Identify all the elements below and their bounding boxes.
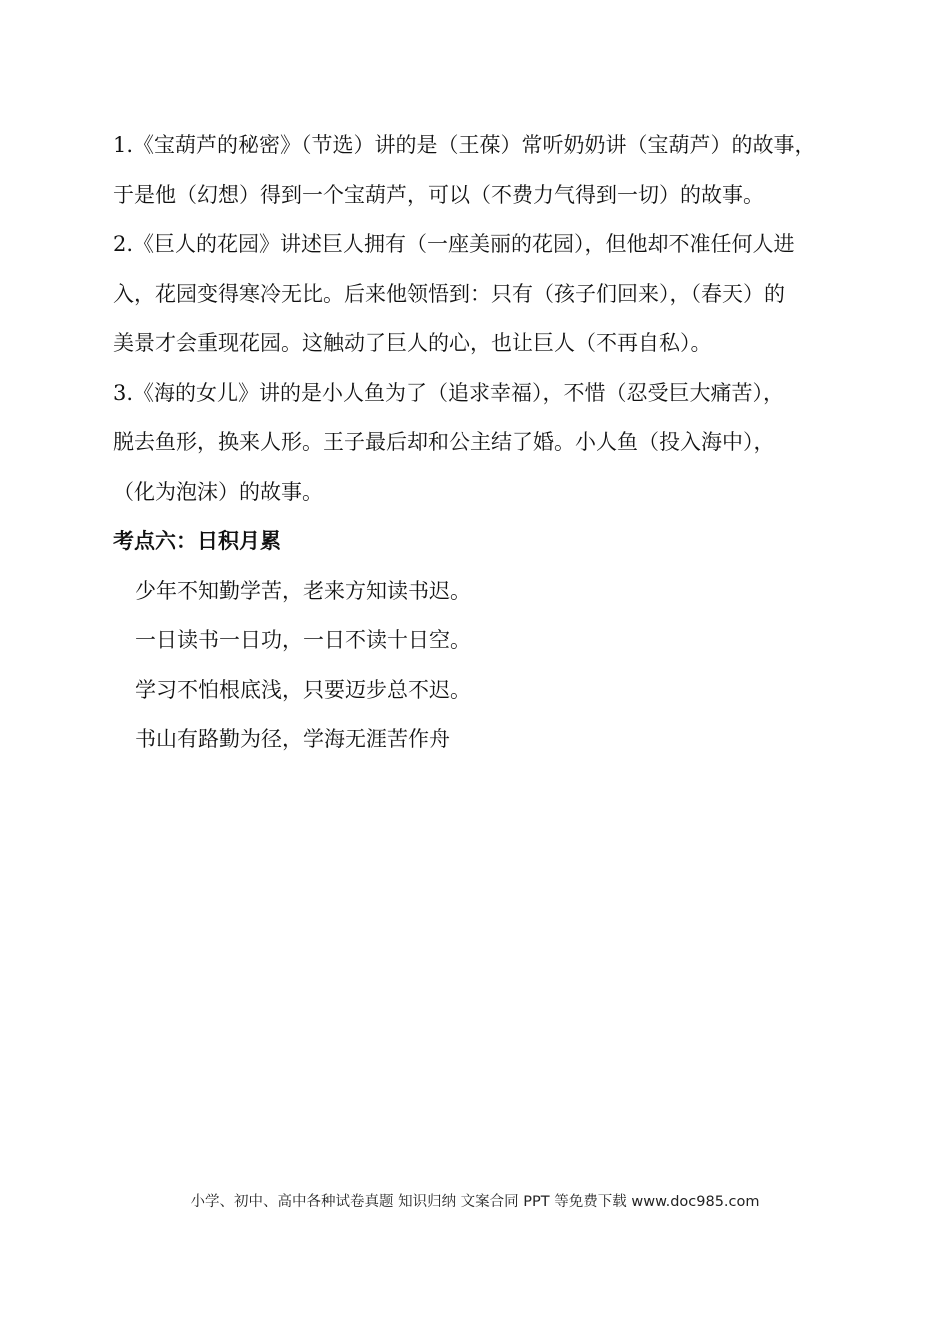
paragraph-baohulu <box>113 121 873 220</box>
page-footer: 小学、初中、高中各种试卷真题 知识归纳 文案合同 PPT 等免费下载 www.doc985.com <box>190 1194 760 1210</box>
document-body <box>113 121 873 765</box>
verse-line: 少年不知勤学苦，老来方知读书迟。 <box>135 578 471 603</box>
section-heading: 考点六：日积月累 <box>113 529 281 553</box>
paragraph-line: 1.《宝葫芦的秘密》（节选）讲的是（王葆）常听奶奶讲（宝葫芦）的故事， <box>113 133 816 157</box>
paragraph-line: 入，花园变得寒冷无比。后来他领悟到：只有（孩子们回来），（春天）的 <box>113 281 785 306</box>
paragraph-line: （化为泡沫）的故事。 <box>113 479 323 504</box>
paragraph-line: 3.《海的女儿》讲的是小人鱼为了（追求幸福），不惜（忍受巨大痛苦）， <box>113 380 785 405</box>
paragraph-line: 2.《巨人的花园》讲述巨人拥有（一座美丽的花园），但他却不准任何人进 <box>113 232 795 256</box>
paragraph-line: 脱去鱼形，换来人形。王子最后却和公主结了婚。小人鱼（投入海中）， <box>113 430 775 454</box>
paragraph-line: 于是他（幻想）得到一个宝葫芦，可以（不费力气得到一切）的故事。 <box>113 182 764 207</box>
verse-line: 书山有路勤为径，学海无涯苦作舟 <box>135 727 450 751</box>
verse-line: 一日读书一日功，一日不读十日空。 <box>135 628 471 652</box>
verse-line: 学习不怕根底浅，只要迈步总不迟。 <box>135 677 471 702</box>
paragraph-little-mermaid <box>113 369 873 518</box>
paragraph-giant-garden <box>113 220 873 369</box>
paragraph-line: 美景才会重现花园。这触动了巨人的心，也让巨人（不再自私）。 <box>113 331 712 355</box>
